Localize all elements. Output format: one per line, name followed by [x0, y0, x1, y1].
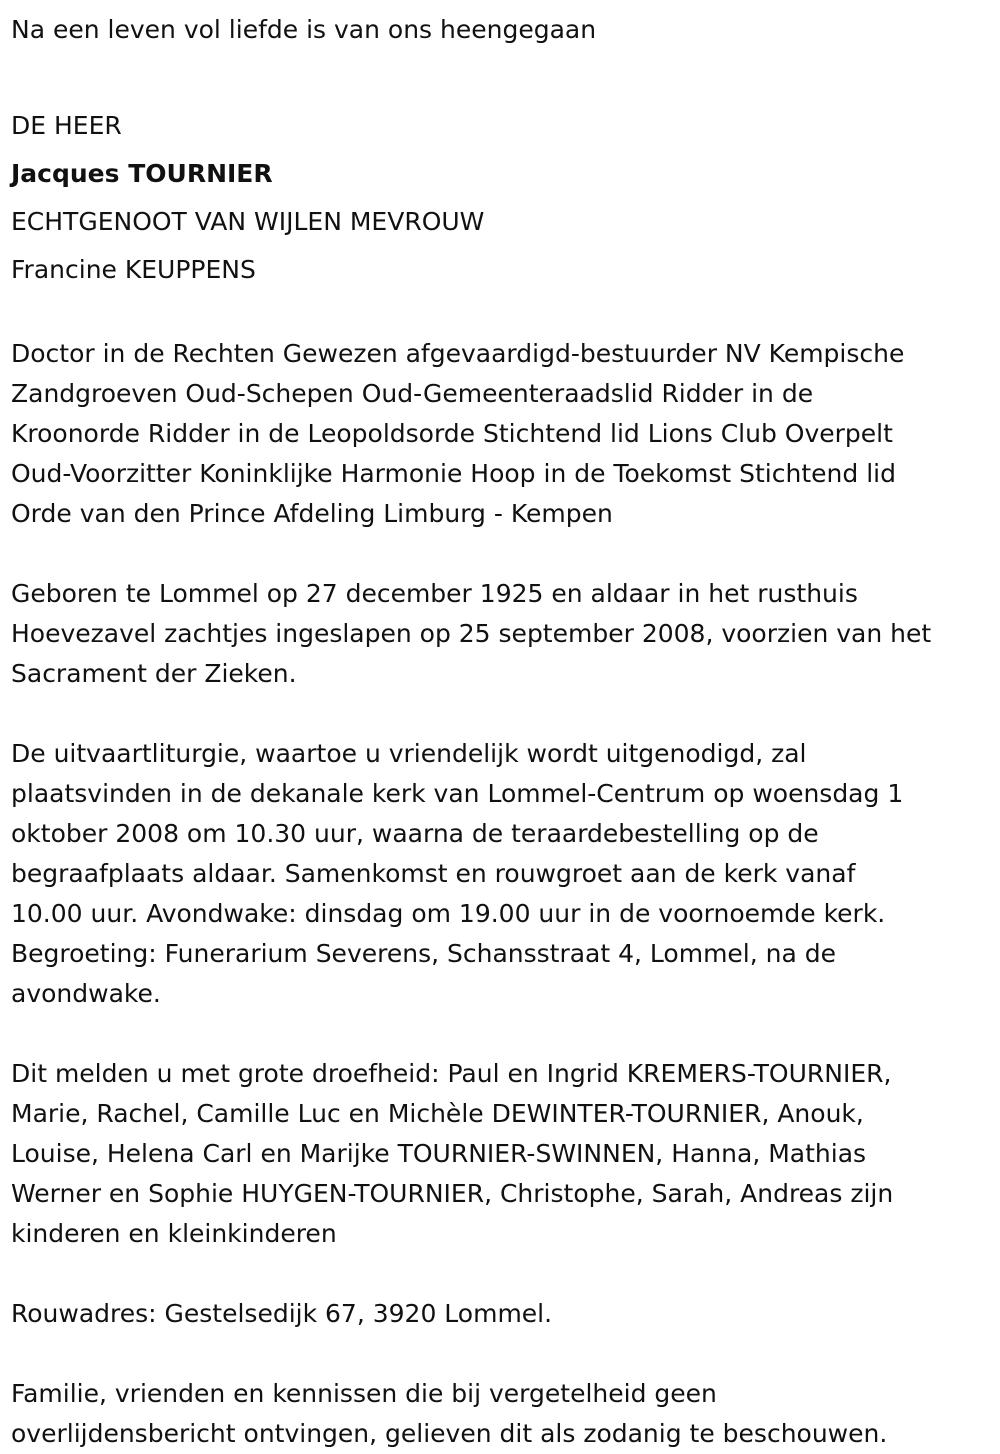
spouse-name: Francine KEUPPENS — [11, 255, 256, 284]
deceased-name: Jacques TOURNIER — [11, 159, 273, 188]
birth-death-line: Hoevezavel zachtjes ingeslapen op 25 september 2008, voorzien van het — [11, 619, 932, 648]
titles-line: Kroonorde Ridder in de Leopoldsorde Stichtend lid Lions Club Overpelt — [11, 419, 893, 448]
titles-paragraph — [11, 334, 1000, 534]
titles-line: Orde van den Prince Afdeling Limburg - Kempen — [11, 499, 613, 528]
family-line: Louise, Helena Carl en Marijke TOURNIER-SWINNEN, Hanna, Mathias — [11, 1139, 867, 1168]
address-line: Rouwadres: Gestelsedijk 67, 3920 Lommel. — [11, 1299, 553, 1328]
funeral-line: 10.00 uur. Avondwake: dinsdag om 19.00 uur in de voornoemde kerk. — [11, 899, 886, 928]
spacer — [11, 534, 1000, 574]
funeral-line: oktober 2008 om 10.30 uur, waarna de teraardebestelling op de — [11, 819, 819, 848]
funeral-paragraph — [11, 734, 1000, 1014]
spacer — [11, 1014, 1000, 1054]
spouse-label: ECHTGENOOT VAN WIJLEN MEVROUW — [11, 207, 485, 236]
family-line: Werner en Sophie HUYGEN-TOURNIER, Christophe, Sarah, Andreas zijn — [11, 1179, 894, 1208]
titles-line: Oud-Voorzitter Koninklijke Harmonie Hoop in de Toekomst Stichtend lid — [11, 459, 896, 488]
funeral-line: avondwake. — [11, 979, 161, 1008]
funeral-line: De uitvaartliturgie, waartoe u vriendelijk wordt uitgenodigd, zal — [11, 739, 807, 768]
titles-line: Zandgroeven Oud-Schepen Oud-Gemeenteraadslid Ridder in de — [11, 379, 814, 408]
spacer — [11, 294, 1000, 334]
birth-death-paragraph — [11, 574, 1000, 694]
closing-paragraph — [11, 1374, 1000, 1454]
closing-line: Familie, vrienden en kennissen die bij vergetelheid geen — [11, 1379, 717, 1408]
family-line: Marie, Rachel, Camille Luc en Michèle DEWINTER-TOURNIER, Anouk, — [11, 1099, 864, 1128]
closing-line: overlijdensbericht ontvingen, gelieven dit als zodanig te beschouwen. — [11, 1419, 888, 1448]
spacer — [11, 54, 1000, 102]
birth-death-line: Geboren te Lommel op 27 december 1925 en aldaar in het rusthuis — [11, 579, 858, 608]
family-line: kinderen en kleinkinderen — [11, 1219, 337, 1248]
family-paragraph — [11, 1054, 1000, 1254]
family-line: Dit melden u met grote droefheid: Paul en Ingrid KREMERS-TOURNIER, — [11, 1059, 892, 1088]
funeral-line: Begroeting: Funerarium Severens, Schansstraat 4, Lommel, na de — [11, 939, 836, 968]
funeral-line: plaatsvinden in de dekanale kerk van Lommel-Centrum op woensdag 1 — [11, 779, 904, 808]
spacer — [11, 694, 1000, 734]
funeral-line: begraafplaats aldaar. Samenkomst en rouwgroet aan de kerk vanaf — [11, 859, 856, 888]
title-line: DE HEER — [11, 111, 122, 140]
titles-line: Doctor in de Rechten Gewezen afgevaardigd-bestuurder NV Kempische — [11, 339, 905, 368]
intro-line: Na een leven vol liefde is van ons heengegaan — [11, 15, 597, 44]
spacer — [11, 1334, 1000, 1374]
spacer — [11, 1254, 1000, 1294]
address-paragraph — [11, 1294, 1000, 1334]
birth-death-line: Sacrament der Zieken. — [11, 659, 297, 688]
